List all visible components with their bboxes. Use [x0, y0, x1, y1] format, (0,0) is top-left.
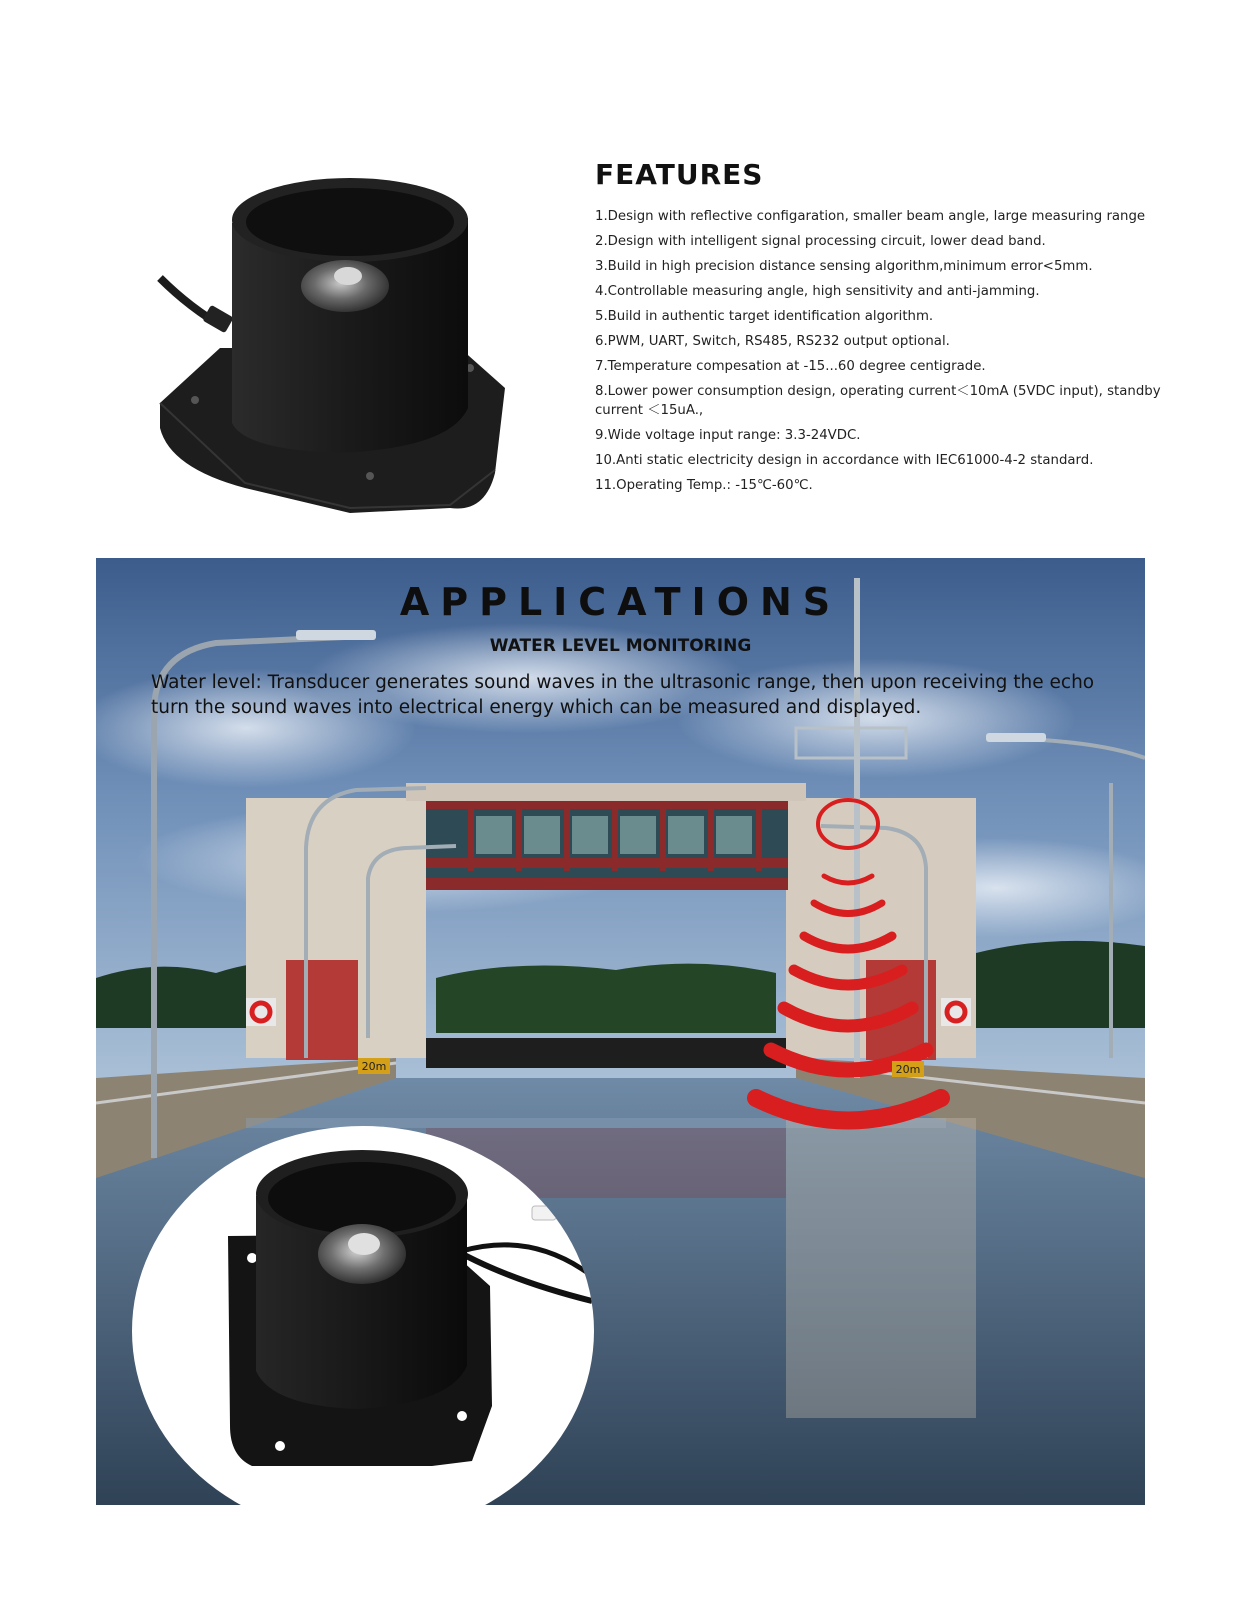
feature-item: 1.Design with reflective configaration, smaller beam angle, large measuring range	[595, 209, 1146, 224]
features-title: FEATURES	[595, 158, 764, 191]
applications-subtitle: WATER LEVEL MONITORING	[489, 636, 752, 656]
feature-item: 2.Design with intelligent signal processing circuit, lower dead band.	[595, 234, 1046, 249]
feature-item: 6.PWM, UART, Switch, RS485, RS232 output optional.	[595, 334, 950, 349]
product-sensor-image	[150, 178, 520, 528]
feature-item: 5.Build in authentic target identification algorithm.	[595, 309, 934, 324]
feature-item: 9.Wide voltage input range: 3.3-24VDC.	[595, 428, 861, 443]
applications-title: APPLICATIONS	[399, 580, 842, 624]
feature-item: 3.Build in high precision distance sensing algorithm,minimum error<5mm.	[595, 259, 1093, 274]
feature-item: 7.Temperature compesation at -15...60 degree centigrade.	[595, 359, 986, 374]
applications-scene	[96, 558, 1145, 1505]
feature-item: 4.Controllable measuring angle, high sensitivity and anti-jamming.	[595, 284, 1040, 299]
distance-marker-right: 20m	[895, 1063, 921, 1076]
feature-item: 8.Lower power consumption design, operating current＜10mA (5VDC input), standby current ＜15uA.,	[595, 384, 1161, 418]
distance-marker-left: 20m	[361, 1060, 387, 1073]
applications-description: Water level: Transducer generates sound waves in the ultrasonic range, then upon receiving the echo turn the sound waves into electrical energy which can be measured and displayed.	[151, 672, 1095, 718]
features-list	[595, 207, 1175, 495]
features-section	[595, 158, 1175, 501]
feature-item: 10.Anti static electricity design in accordance with IEC61000-4-2 standard.	[595, 453, 1094, 468]
feature-item: 11.Operating Temp.: -15℃-60℃.	[595, 478, 813, 493]
sensor-inset-photo	[132, 1126, 594, 1505]
